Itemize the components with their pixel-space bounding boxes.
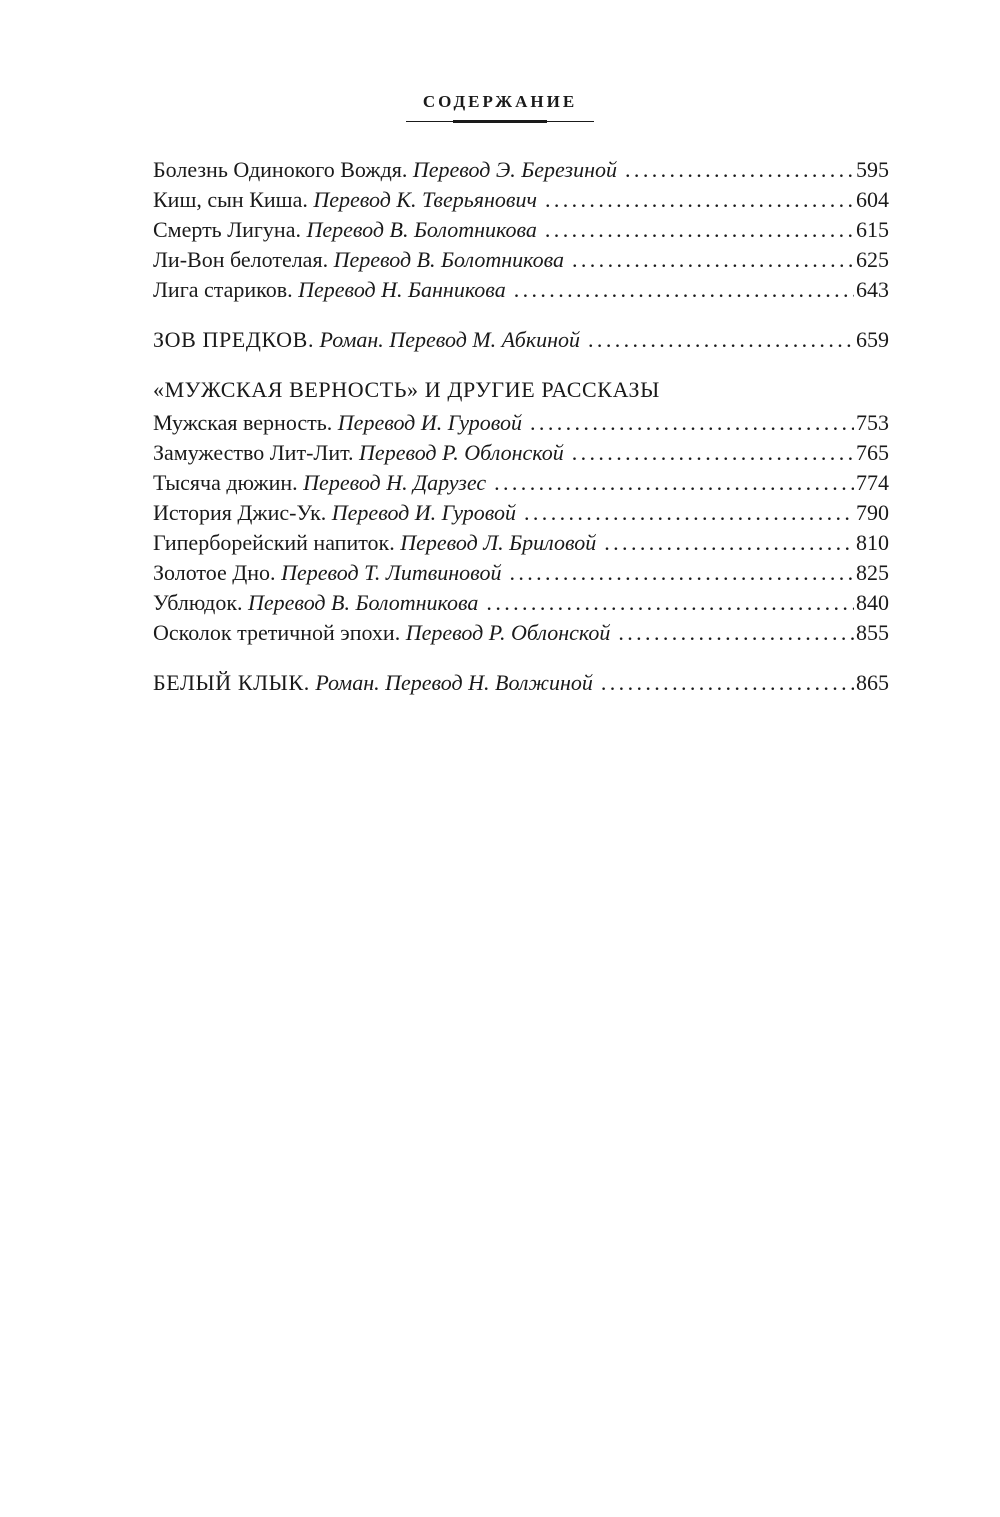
page-number: 840 [856, 590, 889, 615]
entry-title: История Джис-Ук. [153, 500, 327, 525]
entry-translator: Перевод И. Гуровой [337, 410, 523, 435]
entry-translator: Роман. Перевод Н. Волжиной [315, 670, 593, 695]
entry-translator: Перевод Э. Березиной [412, 157, 618, 182]
page-number: 625 [856, 247, 889, 272]
toc-group [153, 325, 889, 355]
page-number: 604 [856, 187, 889, 212]
page-number: 765 [856, 440, 889, 465]
dot-leader [588, 325, 854, 355]
toc-entry[interactable] [153, 245, 889, 275]
entry-title: Смерть Лигуна. [153, 217, 301, 242]
toc-entry[interactable] [153, 668, 889, 698]
entry-title: Гиперборейский напиток. [153, 530, 395, 555]
entry-translator: Перевод Р. Облонской [359, 440, 564, 465]
entry-text [153, 215, 537, 245]
entry-text [153, 245, 564, 275]
entry-title: Ублюдок. [153, 590, 243, 615]
entry-title: Замужество Лит-Лит. [153, 440, 354, 465]
dot-leader [494, 468, 854, 498]
page-number: 790 [856, 500, 889, 525]
page-number: 865 [856, 670, 889, 695]
toc-entry[interactable] [153, 438, 889, 468]
dot-leader [545, 215, 854, 245]
entry-text [153, 155, 617, 185]
entry-text [153, 275, 506, 305]
entry-text [153, 528, 596, 558]
entry-translator: Перевод Н. Банникова [298, 277, 506, 302]
table-of-contents [153, 155, 889, 718]
dot-leader [509, 558, 854, 588]
entry-text [153, 325, 580, 355]
entry-translator: Перевод И. Гуровой [331, 500, 516, 525]
dot-leader [572, 245, 854, 275]
page-number: 615 [856, 217, 889, 242]
entry-translator: Перевод Л. Бриловой [400, 530, 597, 555]
dot-leader [601, 668, 854, 698]
dot-leader [572, 438, 854, 468]
entry-title: БЕЛЫЙ КЛЫК. [153, 670, 310, 695]
toc-entry[interactable] [153, 275, 889, 305]
entry-title: Лига стариков. [153, 277, 293, 302]
toc-entry[interactable] [153, 185, 889, 215]
page-number: 825 [856, 560, 889, 585]
entry-text [153, 618, 610, 648]
dot-leader [524, 498, 854, 528]
page-number: 659 [856, 327, 889, 352]
entry-text [153, 558, 501, 588]
dot-leader [618, 618, 854, 648]
dot-leader [486, 588, 854, 618]
dot-leader [625, 155, 854, 185]
entry-translator: Перевод Н. Дарузес [303, 470, 487, 495]
entry-title: Мужская верность. [153, 410, 333, 435]
entry-text [153, 438, 564, 468]
header-divider [406, 120, 594, 123]
toc-entry[interactable] [153, 528, 889, 558]
entry-title: Осколок третичной эпохи. [153, 620, 401, 645]
entry-translator: Перевод В. Болотникова [333, 247, 564, 272]
toc-entry[interactable] [153, 498, 889, 528]
entry-title: Киш, сын Киша. [153, 187, 308, 212]
entry-text [153, 498, 516, 528]
section-heading: «МУЖСКАЯ ВЕРНОСТЬ» И ДРУГИЕ РАССКАЗЫ [153, 377, 660, 402]
entry-title: Ли-Вон белотелая. [153, 247, 329, 272]
toc-group [153, 668, 889, 698]
toc-entry[interactable] [153, 558, 889, 588]
entry-title: Тысяча дюжин. [153, 470, 298, 495]
page-number: 595 [856, 157, 889, 182]
toc-entry[interactable] [153, 618, 889, 648]
toc-entry[interactable] [153, 325, 889, 355]
dot-leader [514, 275, 854, 305]
entry-translator: Роман. Перевод М. Абкиной [319, 327, 581, 352]
toc-entry[interactable] [153, 468, 889, 498]
page-number: 753 [856, 410, 889, 435]
page-number: 855 [856, 620, 889, 645]
page-number: 643 [856, 277, 889, 302]
dot-leader [530, 408, 854, 438]
entry-text [153, 588, 478, 618]
entry-title: ЗОВ ПРЕДКОВ. [153, 327, 315, 352]
entry-title: Золотое Дно. [153, 560, 276, 585]
page-title: СОДЕРЖАНИЕ [422, 92, 578, 111]
dot-leader [545, 185, 854, 215]
toc-group [153, 155, 889, 305]
page-number: 810 [856, 530, 889, 555]
toc-entry[interactable] [153, 588, 889, 618]
entry-translator: Перевод К. Тверьянович [313, 187, 537, 212]
entry-text [153, 408, 522, 438]
entry-translator: Перевод Р. Облонской [405, 620, 611, 645]
toc-group [153, 375, 889, 648]
page-header [0, 92, 1000, 123]
dot-leader [604, 528, 854, 558]
entry-title: Болезнь Одинокого Вождя. [153, 157, 408, 182]
header-divider-thick-line [453, 120, 547, 123]
toc-entry[interactable] [153, 155, 889, 185]
entry-translator: Перевод В. Болотникова [248, 590, 479, 615]
entry-text [153, 185, 537, 215]
entry-translator: Перевод В. Болотникова [306, 217, 537, 242]
entry-text [153, 468, 486, 498]
page-number: 774 [856, 470, 889, 495]
toc-entry[interactable] [153, 215, 889, 245]
entry-translator: Перевод Т. Литвиновой [281, 560, 502, 585]
entry-text [153, 668, 593, 698]
toc-entry[interactable] [153, 408, 889, 438]
